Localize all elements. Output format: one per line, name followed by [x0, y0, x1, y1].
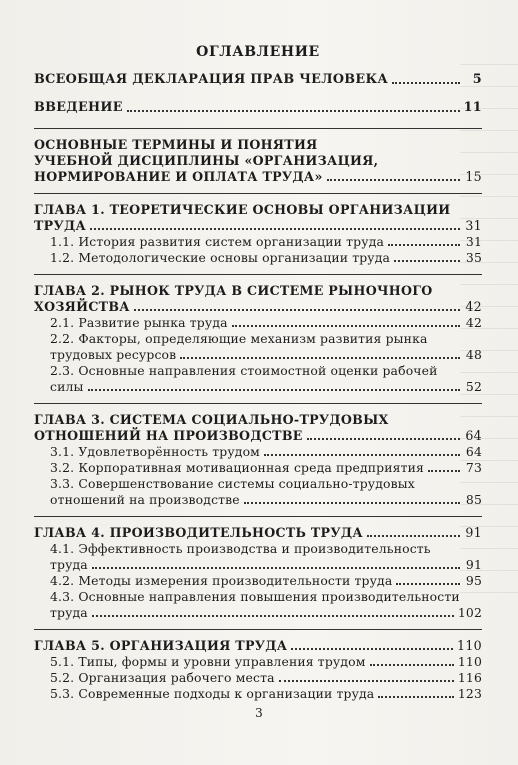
toc-subsection [34, 250, 482, 266]
subsection-title: 1.2. Методологические основы организации труда [50, 250, 391, 265]
toc-subsection [34, 444, 482, 460]
toc-subsection-cont [34, 492, 482, 508]
chapter-title: ГЛАВА 4. ПРОИЗВОДИТЕЛЬНОСТЬ ТРУДА [34, 525, 363, 540]
dot-leader [127, 110, 460, 112]
toc-chapter-4 [34, 525, 482, 621]
chapter-title: ГЛАВА 2. РЫНОК ТРУДА В СИСТЕМЕ РЫНОЧНОГО [34, 283, 433, 298]
dot-leader [378, 696, 454, 698]
dot-leader [279, 680, 454, 682]
chapter-title: ГЛАВА 3. СИСТЕМА СОЦИАЛЬНО-ТРУДОВЫХ [34, 412, 389, 427]
chapter-page: 64 [465, 428, 482, 443]
divider [34, 403, 482, 404]
chapter-page: 31 [465, 218, 482, 233]
chapter-page: 110 [457, 638, 482, 653]
divider [34, 629, 482, 630]
divider [34, 128, 482, 129]
entry-title: НОРМИРОВАНИЕ И ОПЛАТА ТРУДА» [34, 169, 323, 184]
entry-title: УЧЕБНОЙ ДИСЦИПЛИНЫ «ОРГАНИЗАЦИЯ, [34, 153, 379, 168]
toc-subsection-cont [34, 347, 482, 363]
dot-leader [180, 357, 460, 359]
subsection-title: труда [50, 557, 88, 572]
toc-subsection [34, 589, 482, 605]
toc-subsection [34, 686, 482, 702]
toc-entry-introduction [34, 100, 482, 116]
dot-leader [134, 309, 460, 311]
subsection-title: 2.2. Факторы, определяющие механизм развития рынка [50, 331, 428, 346]
entry-title: ВВЕДЕНИЕ [34, 100, 123, 115]
chapter-title: ГЛАВА 5. ОРГАНИЗАЦИЯ ТРУДА [34, 638, 288, 653]
dot-leader [264, 454, 460, 456]
entry-title: ОСНОВНЫЕ ТЕРМИНЫ И ПОНЯТИЯ [34, 137, 318, 152]
subsection-page: 110 [457, 654, 482, 669]
entry-page: 15 [465, 169, 482, 184]
subsection-title: 4.3. Основные направления повышения производительности [50, 589, 460, 604]
subsection-title: труда [50, 605, 88, 620]
dot-leader [92, 615, 454, 617]
dot-leader [394, 260, 460, 262]
subsection-page: 116 [457, 670, 482, 685]
toc-subsection-cont [34, 379, 482, 395]
subsection-page: 64 [465, 444, 482, 459]
toc-subsection [34, 363, 482, 379]
chapter-page: 42 [465, 299, 482, 314]
divider [34, 516, 482, 517]
subsection-title: отношений на производстве [50, 492, 240, 507]
subsection-title: 5.1. Типы, формы и уровни управления трудом [50, 654, 366, 669]
dot-leader [388, 244, 460, 246]
chapter-page: 91 [465, 525, 482, 540]
subsection-page: 42 [465, 315, 482, 330]
subsection-title: 3.2. Корпоративная мотивационная среда предприятия [50, 460, 425, 475]
subsection-title: 3.3. Совершенствование системы социально-трудовых [50, 476, 415, 491]
toc-subsection [34, 654, 482, 670]
toc-heading: ОГЛАВЛЕНИЕ [196, 44, 320, 60]
toc-chapter-3 [34, 412, 482, 508]
dot-leader [232, 325, 460, 327]
subsection-title: 5.3. Современные подходы к организации труда [50, 686, 375, 701]
subsection-title: 1.1. История развития систем организации труда [50, 234, 385, 249]
toc-entry-declaration [34, 72, 482, 88]
toc-subsection [34, 460, 482, 476]
toc-chapter-1 [34, 202, 482, 266]
divider [34, 193, 482, 194]
toc-chapter-2 [34, 283, 482, 395]
subsection-title: 4.1. Эффективность производства и производительность [50, 541, 431, 556]
dot-leader [307, 438, 460, 440]
dot-leader [327, 179, 460, 181]
page-number: 3 [255, 706, 263, 720]
dot-leader [291, 648, 453, 650]
toc-subsection [34, 331, 482, 347]
toc-chapter-5 [34, 638, 482, 702]
toc-subsection [34, 670, 482, 686]
table-of-contents [34, 44, 482, 710]
toc-subsection [34, 315, 482, 331]
divider [34, 274, 482, 275]
subsection-page: 73 [465, 460, 482, 475]
chapter-title: ТРУДА [34, 218, 87, 233]
entry-title: ВСЕОБЩАЯ ДЕКЛАРАЦИЯ ПРАВ ЧЕЛОВЕКА [34, 72, 389, 87]
dot-leader [90, 228, 460, 230]
subsection-page: 91 [465, 557, 482, 572]
toc-subsection [34, 476, 482, 492]
subsection-title: 2.3. Основные направления стоимостной оценки рабочей [50, 363, 438, 378]
dot-leader [428, 470, 460, 472]
entry-page: 5 [472, 72, 482, 87]
subsection-title: 2.1. Развитие рынка труда [50, 315, 228, 330]
chapter-title: ГЛАВА 1. ТЕОРЕТИЧЕСКИЕ ОСНОВЫ ОРГАНИЗАЦИИ [34, 202, 451, 217]
subsection-title: 5.2. Организация рабочего места [50, 670, 275, 685]
subsection-page: 123 [457, 686, 482, 701]
subsection-title: 4.2. Методы измерения производительности труда [50, 573, 393, 588]
subsection-page: 85 [465, 492, 482, 507]
dot-leader [367, 535, 460, 537]
toc-subsection-cont [34, 605, 482, 621]
subsection-title: силы [50, 379, 84, 394]
toc-subsection [34, 234, 482, 250]
subsection-page: 95 [465, 573, 482, 588]
subsection-page: 35 [465, 250, 482, 265]
subsection-page: 52 [465, 379, 482, 394]
toc-subsection-cont [34, 557, 482, 573]
subsection-page: 48 [465, 347, 482, 362]
toc-subsection [34, 573, 482, 589]
dot-leader [92, 567, 460, 569]
dot-leader [244, 502, 460, 504]
dot-leader [396, 583, 460, 585]
subsection-title: 3.1. Удовлетворённость трудом [50, 444, 260, 459]
chapter-title: ХОЗЯЙСТВА [34, 299, 130, 314]
subsection-title: трудовых ресурсов [50, 347, 177, 362]
entry-page: 11 [463, 100, 482, 115]
dot-leader [370, 664, 454, 666]
subsection-page: 102 [457, 605, 482, 620]
subsection-page: 31 [465, 234, 482, 249]
toc-entry-terms [34, 137, 482, 185]
toc-subsection [34, 541, 482, 557]
chapter-title: ОТНОШЕНИЙ НА ПРОИЗВОДСТВЕ [34, 428, 303, 443]
dot-leader [392, 82, 460, 84]
dot-leader [88, 389, 460, 391]
